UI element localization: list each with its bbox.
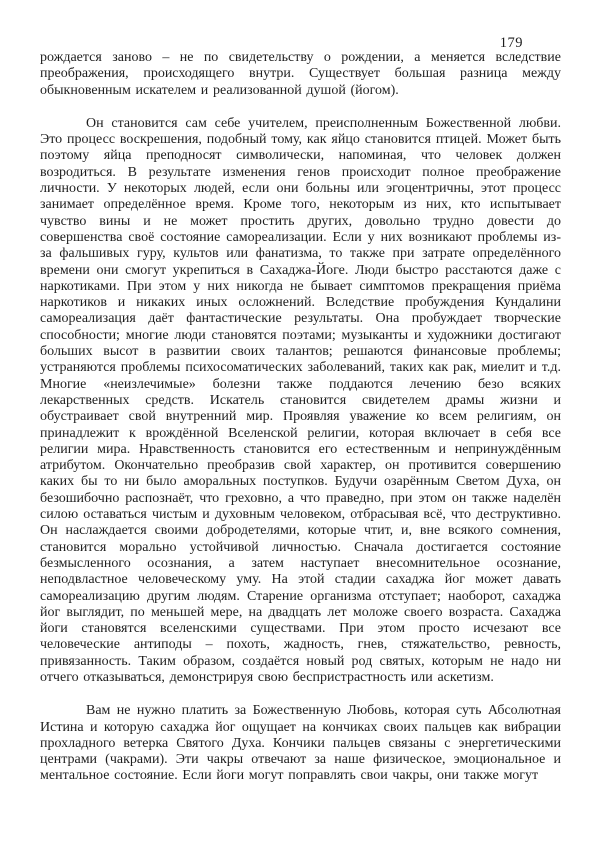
paragraph-main: Он становится сам себе учителем, преисполненным Божественной любви. Это процесс воскрешения, подобный тому, как яйцо становится птицей. Может быть поэтому яйца преподносят символически, напоминая, что человек должен возродиться. В результате изменения генов происходит полное преображение личности. У некоторых людей, если они больны или эгоцентричны, этот процесс занимает определённое время. Кроме того, некоторым из них, кто испытывает чувство вины и не может простить других, довольно трудно довести до совершенства своё состояние самореализации. Если у них возникают проблемы из-за фальшивых гуру, культов или фанатизма, то также при затрате определённого времени они смогут укрепиться в Сахаджа-Йоге. Люди быстро расстаются даже с наркотиками. При этом у них никогда не бывает симптомов прекращения приёма наркотиков и никаких иных осложнений. Вследствие пробуждения Кундалини самореализация даёт фантастические результаты. Она пробуждает творческие способности; многие люди становятся поэтами; музыканты и художники достигают больших высот в развитии своих талантов; решаются финансовые проблемы; устраняются проблемы психосоматических заболеваний, таких как рак, миелит и т.д. Многие «неизлечимые» болезни также поддаются лечению безо всяких лекарственных средств. Искатель становится свидетелем драмы жизни и обустраивает свой внутренний мир. Проявляя уважение ко всем религиям, он принадлежит к врождённой Вселенской религии, которая включает в себя все религии мира. Нравственность становится его естественным и непринуждённым атрибутом. Окончательно преобразив свой характер, он противится совершению каких бы то ни было аморальных поступков. Будучи озарённым Светом Духа, он безошибочно распознаёт, что греховно, а что праведно, при этом он также наделён силою оставаться чистым и духовным человеком, отбрасывая всё, что деструктивно. Он наслаждается своими добродетелями, которые чтит, и, вне всякого сомнения, становится морально устойчивой личностью. Сначала достигается состояние безмысленного осознания, а затем наступает внесомнительное осознание, неподвластное человеческому уму. На этой стадии сахаджа йог может давать самореализацию другим людям. Старение организма отступает; наоборот, сахаджа йог выглядит, по меньшей мере, на двадцать лет моложе своего возраста. Сахаджа йоги становятся вселенскими существами. При этом просто исчезают все человеческие антиподы – похоть, жадность, гнев, стяжательство, ревность, привязанность. Таким образом, создаётся новый род святых, которым не надо ни отчего отказываться, демонстрируя свою беспристрастность или аскетизм. (40, 115, 561, 685)
paragraph-continuation: рождается заново – не по свидетельству о рождении, а меняется вследствие преображения, происходящего внутри. Существует большая разница между обыкновенным искателем и реализованной душой (йогом). (40, 50, 561, 98)
page-text-block (40, 50, 561, 785)
page-number: 179 (499, 35, 523, 51)
paragraph-closing: Вам не нужно платить за Божественную Любовь, которая суть Абсолютная Истина и которую сахаджа йог ощущает на кончиках своих пальцев как вибрации прохладного ветерка Святого Духа. Кончики пальцев связаны с энергетическими центрами (чакрами). Эти чакры отвечают за наше физическое, эмоциональное и ментальное состояние. Если йоги могут поправлять свои чакры, они также могут (40, 703, 561, 784)
